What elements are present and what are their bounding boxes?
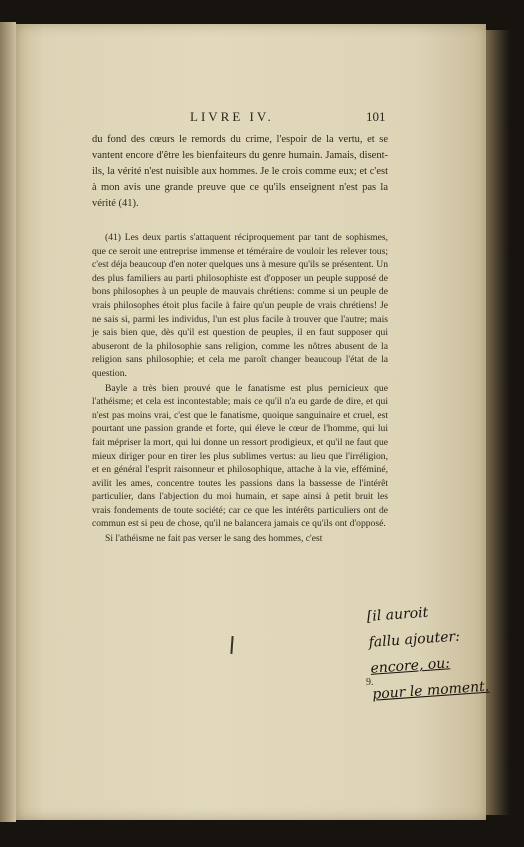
footnote-paragraph-1: (41) Les deux partis s'attaquent réciproquement par tant de sophismes, que ce seroit une entreprise immense et téméraire de vouloir les relever tous; c'est déja beaucoup d'en noter quelques uns à mesure qu'ils se présentent. Un des plus familiers au parti philosophiste est d'opposer un peuple supposé de bons philosophes à un peuple de mauvais chrétiens: comme si un peuple de vrais philosophes étoit plus facile à faire qu'un peuple de vrais chrétiens! Je ne sais si, parmi les individus, l'un est plus facile à trouver que l'autre; mais je sais bien que, dès qu'il est question de peuples, il en faut supposer qui abuseront de la philosophie sans religion, comme les nôtres abusent de la religion sans philosophie; et cela me paroît changer beaucoup l'état de la question.	[92, 232, 388, 379]
handwritten-annotation	[366, 595, 508, 708]
annotation-line-4: pour le moment.	[371, 678, 490, 703]
footnote	[92, 231, 388, 546]
pencil-insertion-mark	[230, 636, 233, 654]
footnote-paragraph-3: Si l'athéisme ne fait pas verser le sang des hommes, c'est	[105, 533, 323, 545]
annotation-line-1: [il auroit	[366, 604, 429, 625]
main-text	[92, 132, 388, 212]
page-number: 101	[366, 109, 386, 124]
main-paragraph: du fond des cœurs le remords du crime, l'espoir de la vertu, et se vantent encore d'être les bienfaiteurs du genre humain. Jamais, disent-ils, la vérité n'est nuisible aux hommes. Je le crois comme eux; et c'est à mon avis une grande preuve que ce qu'ils enseignent n'est pas la vérité (41).	[92, 134, 388, 209]
annotation-line-3: encore, ou:	[369, 655, 451, 677]
annotation-line-2: fallu ajouter:	[368, 628, 461, 651]
running-title: LIVRE IV.	[190, 109, 274, 124]
page-header	[16, 109, 486, 129]
left-page-edge	[0, 22, 16, 822]
signature-mark: 9.	[366, 677, 374, 688]
page-body	[92, 132, 388, 546]
footnote-paragraph-2: Bayle a très bien prouvé que le fanatisme est plus pernicieux que l'athéisme; et cela est incontestable; mais ce qu'il n'a eu garde de dire, et qui n'est pas moins vrai, c'est que le fanatisme, quoique sanguinaire et cruel, est pourtant une passion grande et forte, qui éleve le cœur de l'homme, qui lui fait mépriser la mort, qui lui donne un ressort prodigieux, et qu'il ne faut que mieux diriger pour en tirer les plus sublimes vertus: au lieu que l'irréligion, et en général l'esprit raisonneur et philosophique, attache à la vie, efféminé, avilit les ames, concentre toutes les passions dans la bassesse de l'intérêt particulier, dans l'abjection du moi humain, et sape ainsi à petit bruit les vrais fondements de toute société; car ce que les intérêts particuliers ont de commun est si peu de chose, qu'il ne balancera jamais ce qu'ils ont d'opposé.	[92, 382, 388, 530]
